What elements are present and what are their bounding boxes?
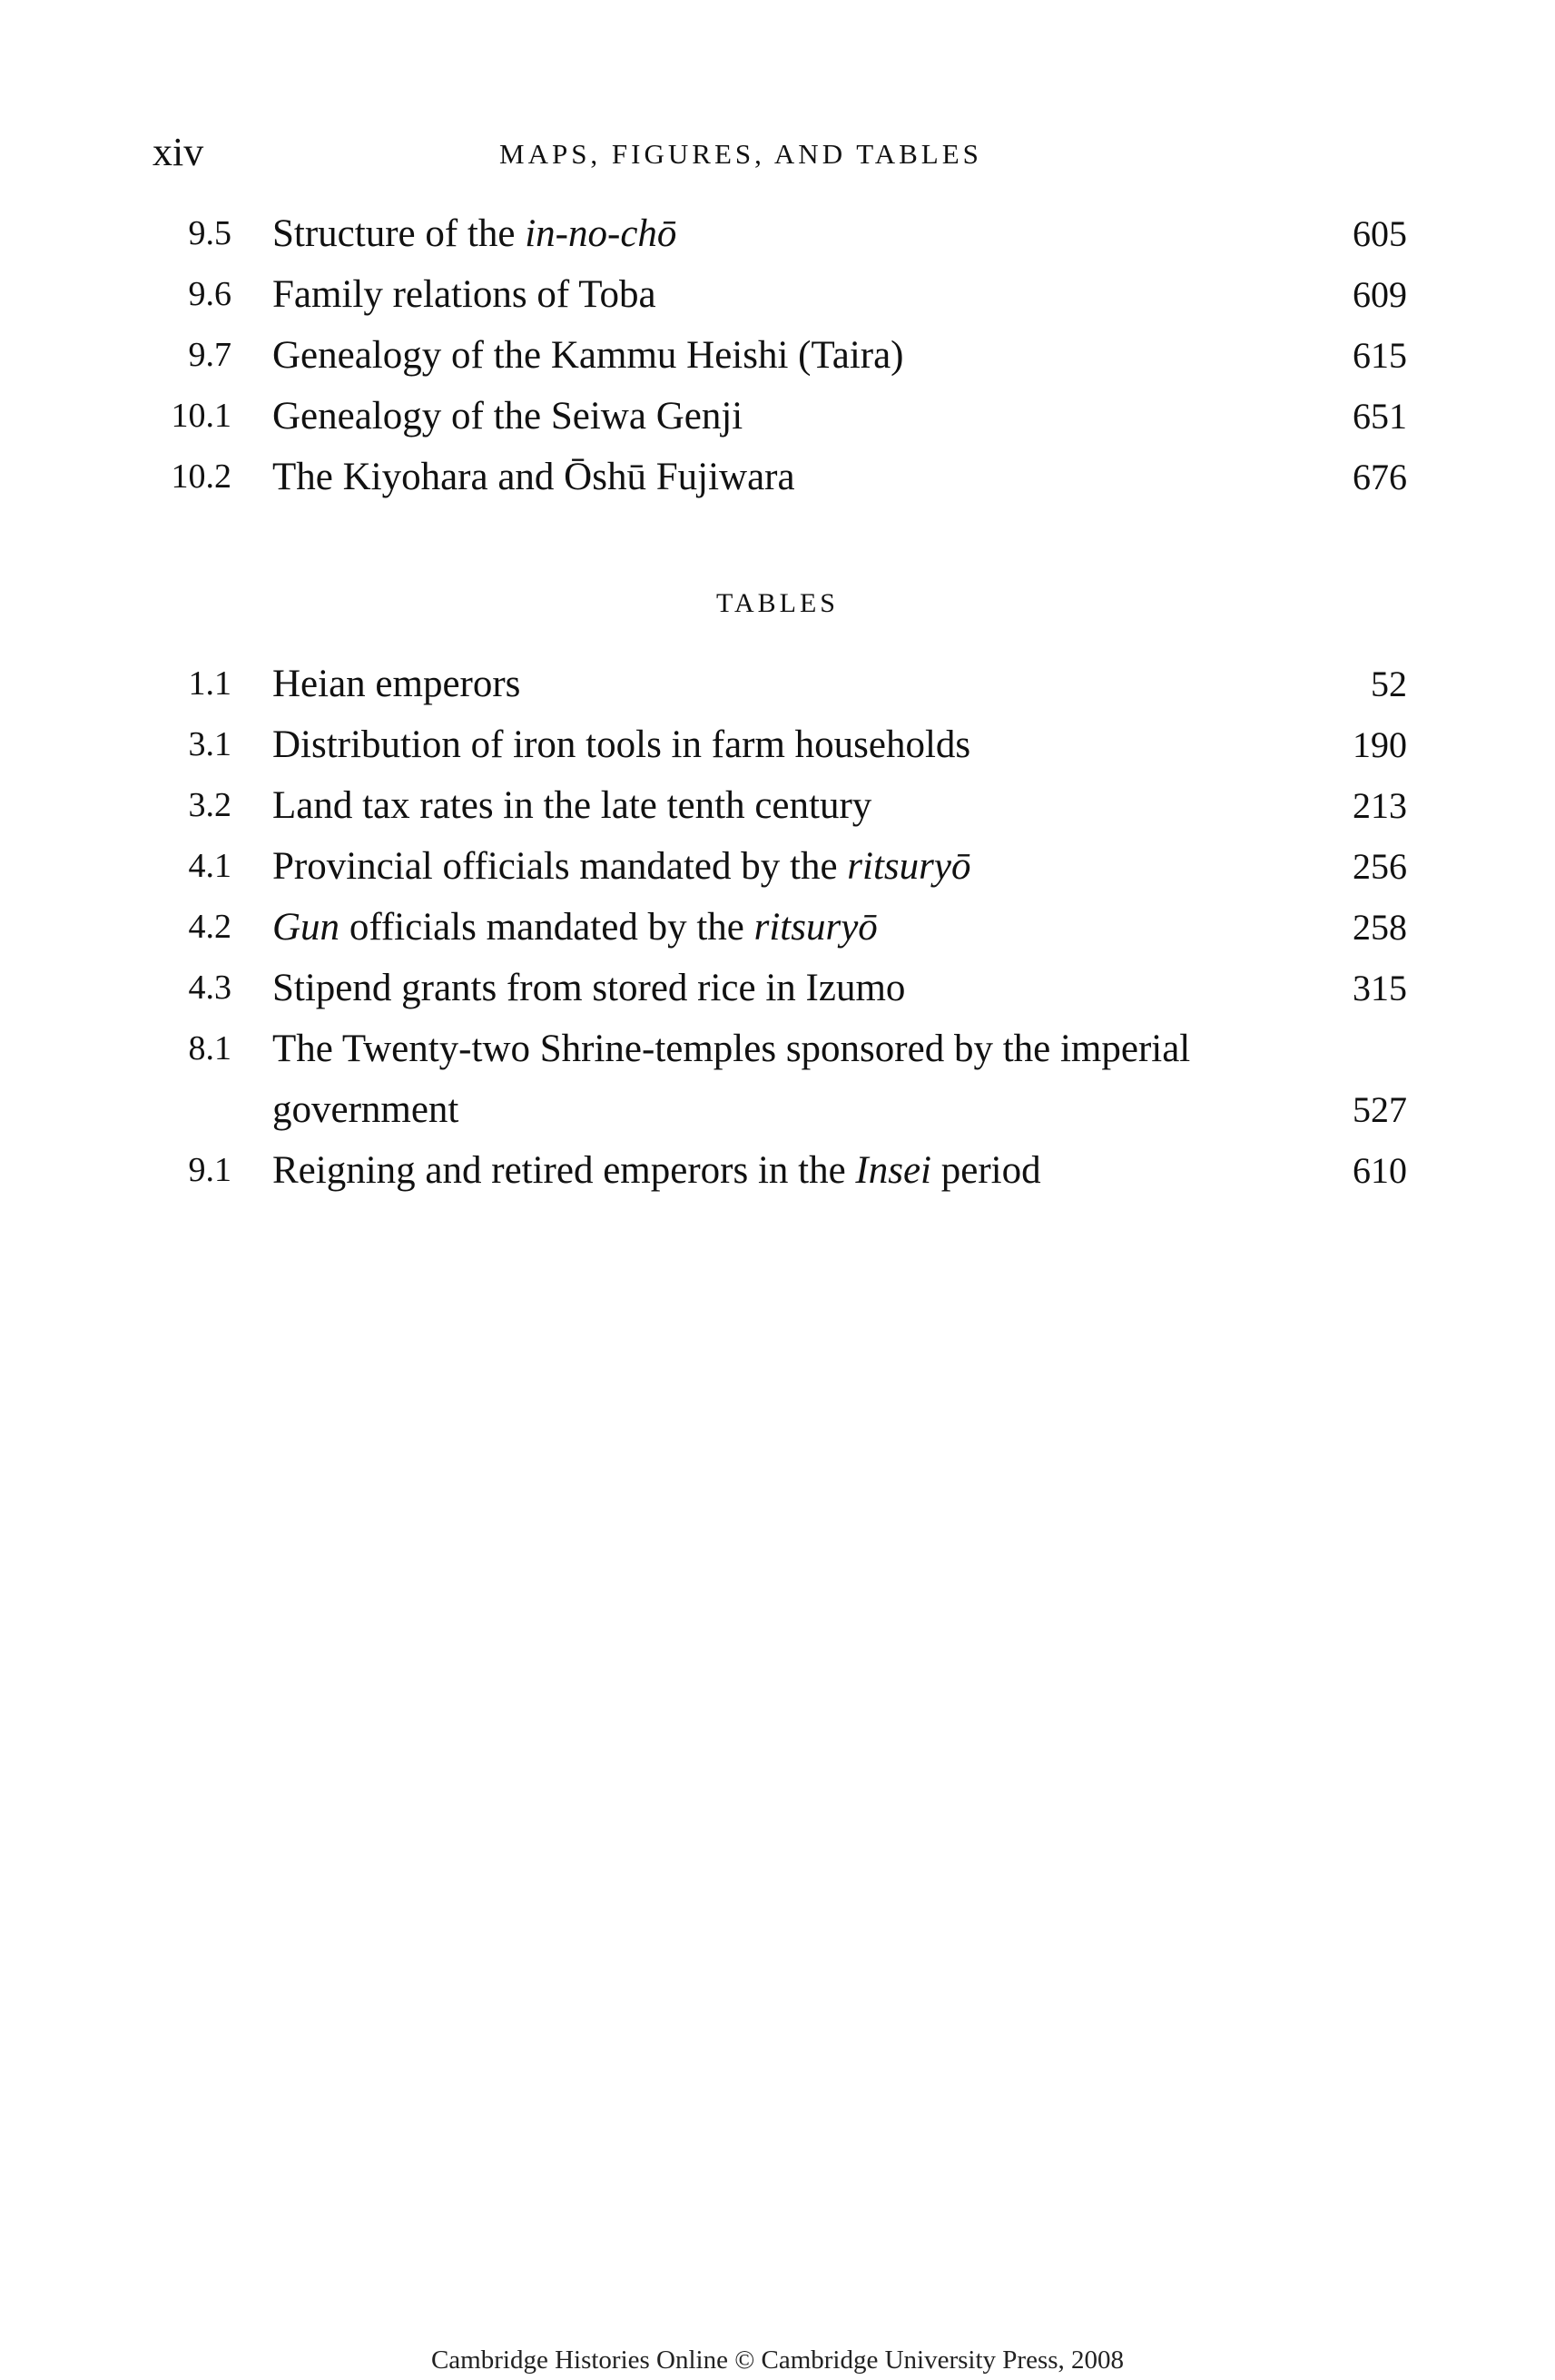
entry-title-part: Structure of the [272,212,526,255]
copyright-footer: Cambridge Histories Online © Cambridge University Press, 2008 [430,2346,1125,2375]
entry-page-number: 605 [1353,213,1407,254]
entry-title [272,897,1216,958]
entry-page-number: 527 [1353,1089,1407,1130]
entry-number: 4.2 [188,908,231,946]
entry-title-italic-part: Insei [855,1149,932,1192]
entry-title [272,1018,1216,1140]
entry-number: 10.2 [171,457,231,496]
figure-entry [136,264,1407,325]
entry-title-part: Reigning and retired emperors in the [272,1149,856,1192]
running-head [153,125,1414,180]
table-entry [136,654,1407,714]
entry-title-italic-part: ritsuryō [847,845,971,888]
entry-title-part: Provincial officials mandated by the [272,845,848,888]
entry-title-italic-part: Gun [272,906,340,949]
entry-title-part: The Twenty-two Shrine-temples sponsored by the imperial government [272,1028,1191,1131]
entry-page-number: 213 [1353,785,1407,826]
entry-title-part: officials mandated by the [340,906,754,949]
entry-title-part: Distribution of iron tools in farm households [272,723,971,766]
entry-title-italic-part: ritsuryō [753,906,878,949]
entry-title-italic-part: in-no-chō [525,212,677,255]
entry-number: 3.1 [188,725,231,763]
entry-title [272,325,1216,386]
figure-entry [136,447,1407,507]
entry-number: 4.3 [188,969,231,1007]
entry-title-part: Land tax rates in the late tenth century [272,784,872,827]
entry-title [272,386,1216,447]
figure-entry [136,386,1407,447]
entry-page-number: 315 [1353,968,1407,1008]
table-entry [136,836,1407,897]
entry-title [272,836,1216,897]
table-entry [136,714,1407,775]
entry-page-number: 676 [1353,457,1407,497]
entry-title [272,203,1216,264]
running-title: MAPS, FIGURES, AND TABLES [499,138,982,170]
tables-heading: TABLES [716,588,839,618]
entry-page-number: 190 [1353,724,1407,765]
entry-page-number: 256 [1353,846,1407,887]
figures-list [136,203,1407,507]
entry-title [272,447,1216,507]
entry-title [272,654,1216,714]
entry-page-number: 609 [1353,274,1407,315]
table-entry [136,1140,1407,1201]
entry-number: 4.1 [188,847,231,885]
entry-title-part: The Kiyohara and Ōshū Fujiwara [272,456,795,498]
entry-number: 8.1 [188,1029,231,1067]
table-entry [136,897,1407,958]
figure-entry [136,325,1407,386]
entry-title-part: Family relations of Toba [272,273,656,316]
table-entry [136,958,1407,1018]
entry-number: 1.1 [188,664,231,703]
entry-title-part: Genealogy of the Kammu Heishi (Taira) [272,334,904,377]
entry-page-number: 610 [1353,1150,1407,1191]
page-folio: xiv [153,130,204,174]
entry-title [272,775,1216,836]
entry-number: 9.7 [188,336,231,374]
entry-title [272,1140,1216,1201]
table-entry [136,775,1407,836]
entry-page-number: 615 [1353,335,1407,376]
entry-title-part: period [931,1149,1041,1192]
entry-title [272,714,1216,775]
entry-number: 3.2 [188,786,231,824]
figure-entry [136,203,1407,264]
entry-number: 9.5 [188,214,231,252]
entry-title [272,958,1216,1018]
entry-title-part: Heian emperors [272,663,521,705]
entry-number: 9.6 [188,275,231,313]
tables-list [136,654,1407,1201]
entry-title [272,264,1216,325]
entry-page-number: 258 [1353,907,1407,948]
entry-page-number: 651 [1353,396,1407,437]
entry-title-part: Stipend grants from stored rice in Izumo [272,967,906,1009]
entry-number: 9.1 [188,1151,231,1189]
entry-number: 10.1 [171,397,231,435]
entry-page-number: 52 [1371,664,1407,704]
entry-title-part: Genealogy of the Seiwa Genji [272,395,743,438]
table-entry [136,1018,1407,1140]
